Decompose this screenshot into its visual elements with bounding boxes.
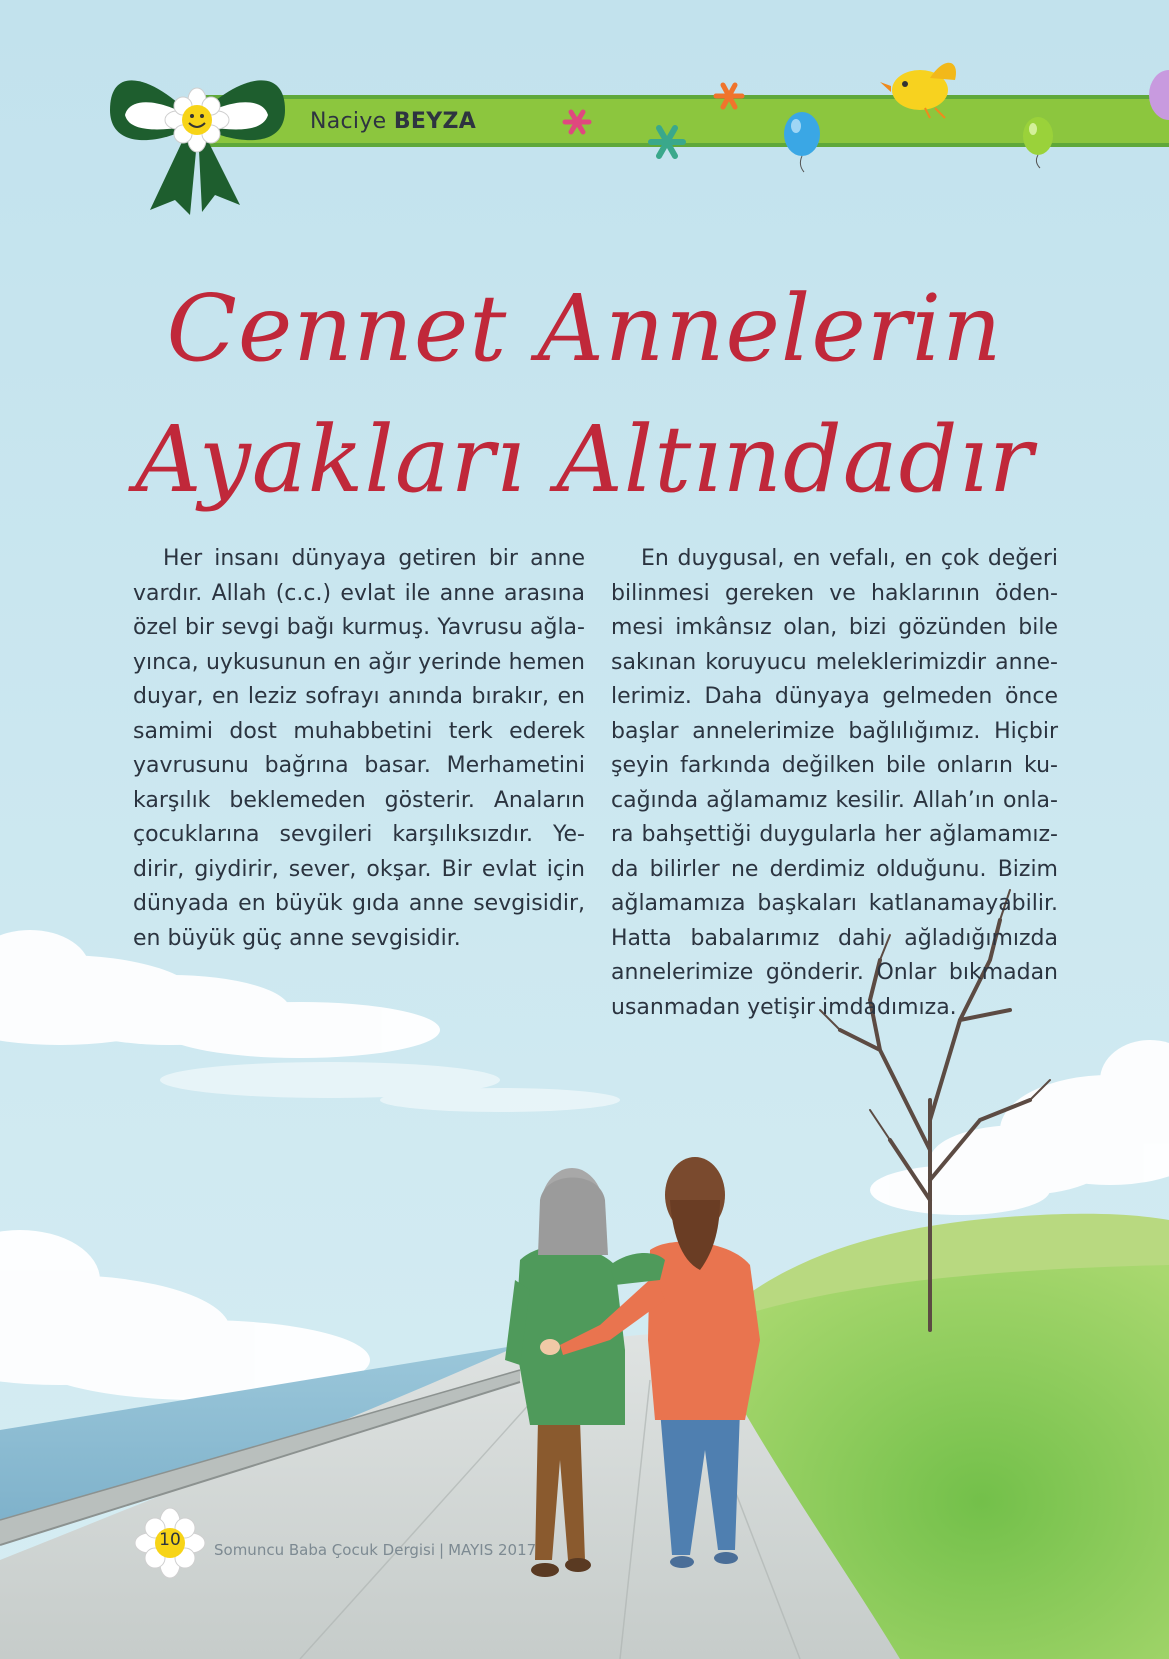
magazine-name: Somuncu Baba Çocuk Dergisi (214, 1541, 436, 1559)
article-title-line-2: Ayakları Altındadır (135, 406, 1034, 513)
author-last-name: BEYZA (393, 109, 477, 134)
article-column-right: En duygusal, en vefalı, en çok değeri bilinmesi gereken ve haklarının ödenmesi imkânsız olan, bizi gözünden bile sakınan koruyucu meleklerimizdir annelerimiz. Daha dünyaya gelmeden önce başlar annelerimize bağlılığımız. Hiçbir şeyin farkında değilken bile onların kucağında ağlamamız kesilir. Allah’ın onlara bahşettiği duygularla her ağlamamızda bilirler ne derdimiz olduğunu. Bizim ağlamamıza başkaları katlanamayabilir. Hatta babalarımız dahi ağladığımızda annelerimize gönderir. Onlar bıkmadan usanmadan yetişir imdadımıza. (611, 546, 1058, 1020)
footer-separator: | (439, 1541, 445, 1559)
page-number: 10 (159, 1530, 181, 1550)
author-first-name: Naciye (310, 109, 387, 134)
article-column-left: Her insanı dünyaya getiren bir anne vardır. Allah (c.c.) evlat ile anne arasına özel bir sevgi bağı kurmuş. Yavrusu ağlayınca, uykusunun en ağır yerinde hemen duyar, en leziz sofrayı anında bırakır, en samimi dost muhabbetini terk ederek yavrusunu bağrına basar. Merhametini karşılık beklemeden gösterir. Anaların çocuklarına sevgileri karşılıksızdır. Yedirir, giydirir, sever, okşar. Bir evlat için dünyada en büyük gıda anne sevgisidir, en büyük güç anne sevgisidir. (133, 546, 585, 951)
issue-date: MAYIS 2017 (448, 1541, 537, 1559)
author-name (310, 109, 476, 134)
footer-credit (214, 1541, 536, 1559)
article-title-line-1: Cennet Annelerin (166, 275, 1003, 382)
